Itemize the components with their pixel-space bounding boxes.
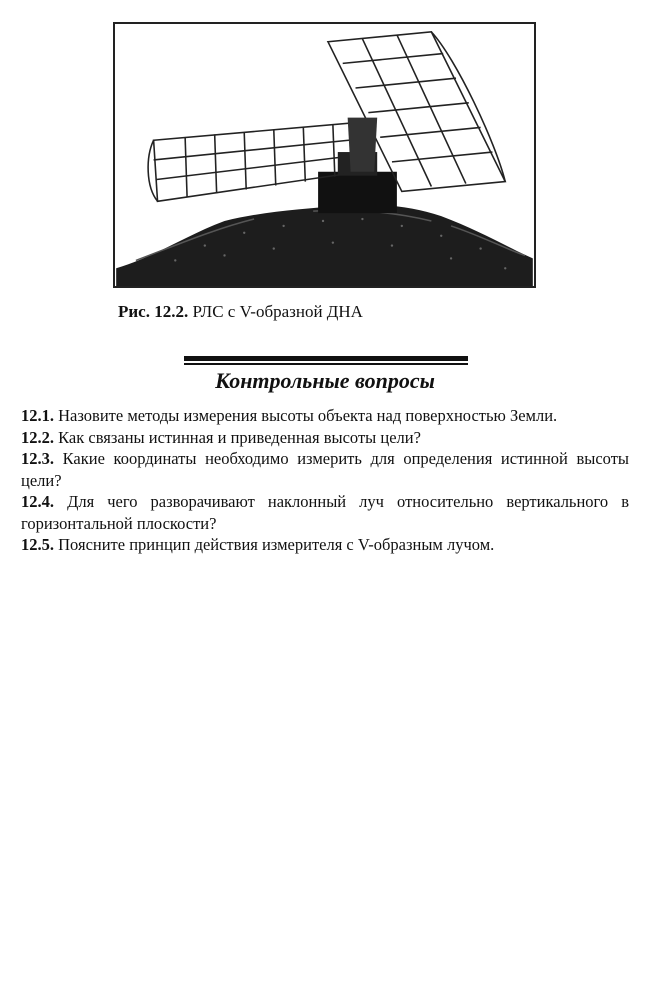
figure-caption — [118, 302, 363, 322]
section-divider-thin — [184, 363, 468, 365]
radar-photo — [113, 22, 536, 288]
question-item — [21, 427, 629, 449]
question-text: Для чего разворачивают наклонный луч относительно вертикального в горизонтальной плоскости? — [21, 492, 630, 533]
question-item — [21, 534, 629, 556]
questions-list — [21, 405, 629, 556]
radar-antenna-illustration — [115, 24, 534, 286]
question-text: Какие координаты необходимо измерить для определения истинной высоты цели? — [21, 449, 630, 490]
section-divider-thick — [184, 356, 468, 361]
question-item — [21, 405, 629, 427]
question-text: Назовите методы измерения высоты объекта над поверхностью Земли. — [58, 406, 558, 425]
figure-caption-text: РЛС с V-образной ДНА — [192, 302, 363, 321]
question-item — [21, 491, 629, 534]
question-text: Как связаны истинная и приведенная высоты цели? — [58, 427, 421, 447]
question-number: 12.2. — [21, 427, 54, 447]
question-item — [21, 448, 629, 491]
question-number: 12.5. — [21, 535, 54, 554]
question-text: Поясните принцип действия измерителя с V-образным лучом. — [58, 535, 495, 554]
question-number: 12.1. — [21, 406, 54, 425]
question-number: 12.3. — [21, 449, 54, 468]
section-heading: Контрольные вопросы — [215, 368, 435, 393]
question-number: 12.4. — [21, 492, 54, 511]
figure-caption-label: Рис. 12.2. — [118, 302, 189, 321]
